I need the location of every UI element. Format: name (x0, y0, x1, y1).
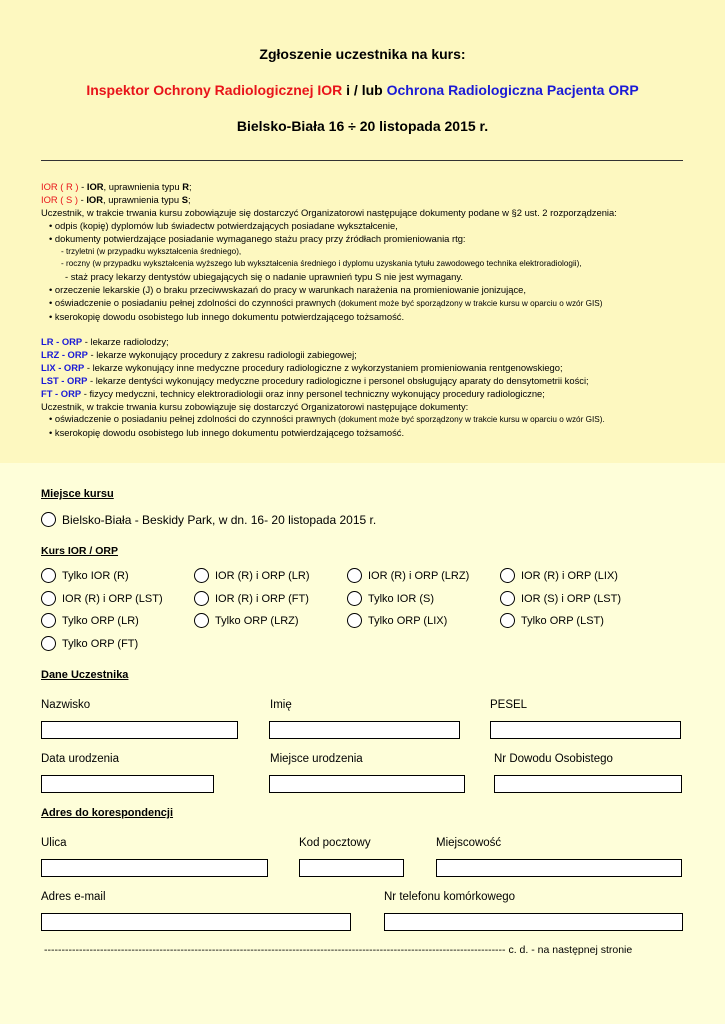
postcode-label: Kod pocztowy (299, 837, 371, 849)
ior-doc-2a: - trzyletni (w przypadku wykształcenia średniego), (61, 246, 242, 256)
course-ior-name: Inspektor Ochrony Radiologicznej IOR (86, 82, 343, 98)
pesel-field[interactable] (490, 721, 681, 739)
header-divider (41, 160, 683, 161)
radio-icon[interactable] (41, 613, 56, 628)
radio-icon[interactable] (41, 568, 56, 583)
ior-doc-5: • kserokopię dowodu osobistego lub innego dokumentu potwierdzającego tożsamość. (49, 311, 405, 323)
course-option[interactable]: IOR (R) i ORP (LST) (41, 591, 163, 606)
orp-line-lix: LIX - ORP - lekarze wykonujący inne medyczne procedury radiologiczne z wykorzystaniem promieniowania rentgenowskiego; (41, 361, 563, 373)
page-title: Zgłoszenie uczestnika na kurs: (259, 46, 466, 62)
course-option[interactable]: Tylko ORP (FT) (41, 636, 138, 651)
course-option[interactable]: Tylko ORP (LST) (500, 613, 604, 628)
radio-icon[interactable] (41, 636, 56, 651)
orp-line-lst: LST - ORP - lekarze dentyści wykonujący medyczne procedury radiologiczne i personel obsługujący aparaty do densytometrii kości; (41, 374, 589, 386)
orp-line-ft: FT - ORP - fizycy medyczni, technicy elektroradiologii oraz inny personel techniczny wykonujący procedury radiologiczne; (41, 387, 545, 399)
radio-icon[interactable] (194, 591, 209, 606)
place-date-heading: Bielsko-Biała 16 ÷ 20 listopada 2015 r. (236, 118, 489, 134)
course-option[interactable]: Tylko IOR (R) (41, 568, 129, 583)
address-heading: Adres do korespondencji (41, 807, 174, 819)
email-field[interactable] (41, 913, 351, 931)
birthdate-field[interactable] (41, 775, 214, 793)
course-option[interactable]: IOR (R) i ORP (FT) (194, 591, 309, 606)
idnumber-label: Nr Dowodu Osobistego (494, 753, 613, 765)
firstname-label: Imię (270, 699, 292, 711)
radio-icon[interactable] (194, 568, 209, 583)
radio-icon[interactable] (500, 613, 515, 628)
phone-field[interactable] (384, 913, 683, 931)
pesel-label: PESEL (490, 699, 528, 711)
surname-field[interactable] (41, 721, 238, 739)
course-orp-name: Ochrona Radiologiczna Pacjenta ORP (386, 82, 639, 98)
street-field[interactable] (41, 859, 268, 877)
radio-icon[interactable] (500, 591, 515, 606)
ior-doc-4: • oświadczenie o posiadaniu pełnej zdolności do czynności prawnych (dokument może być sporządzony w trakcie kursu w oparciu o wzór GIS) (49, 297, 603, 309)
continued-note: ------------------------------------------------------------------------------------------------------------------------------------ c. d. - na następnej stronie (44, 944, 633, 956)
city-field[interactable] (436, 859, 682, 877)
ior-doc-2b: - roczny (w przypadku wykształcenia wyższego lub wykształcenia średniego i dyplomu uzyskania tytułu zawodowego technika elektroradiologii), (61, 259, 582, 269)
idnumber-field[interactable] (494, 775, 682, 793)
course-option[interactable]: IOR (R) i ORP (LRZ) (347, 568, 469, 583)
ior-r-line: IOR ( R ) - IOR, uprawnienia typu R; (41, 181, 192, 192)
course-option[interactable]: IOR (R) i ORP (LR) (194, 568, 310, 583)
phone-label: Nr telefonu komórkowego (384, 891, 516, 903)
course-option[interactable]: Tylko ORP (LIX) (347, 613, 447, 628)
course-option[interactable]: Tylko IOR (S) (347, 591, 434, 606)
radio-icon[interactable] (41, 591, 56, 606)
place-option[interactable]: Bielsko-Biała - Beskidy Park, w dn. 16- 20 listopada 2015 r. (41, 512, 376, 527)
radio-icon[interactable] (41, 512, 56, 527)
radio-icon[interactable] (194, 613, 209, 628)
postcode-field[interactable] (299, 859, 404, 877)
course-names (0, 82, 725, 98)
course-separator: i / lub (346, 82, 383, 98)
orp-doc-2: • kserokopię dowodu osobistego lub innego dokumentu potwierdzającego tożsamość. (49, 427, 405, 439)
info-text (41, 181, 617, 440)
orp-line-lr: LR - ORP - lekarze radiolodzy; (41, 335, 169, 347)
ior-doc-3: • orzeczenie lekarskie (J) o braku przeciwwskazań do pracy w warunkach narażenia na promieniowanie jonizujące, (49, 284, 526, 296)
ior-s-line: IOR ( S ) - IOR, uprawnienia typu S; (41, 193, 191, 205)
radio-icon[interactable] (347, 591, 362, 606)
ior-docs-intro: Uczestnik, w trakcie trwania kursu zobowiązuje się dostarczyć Organizatorowi następujące dokumenty podane w §2 ust. 2 rozporządzenia: (41, 206, 617, 218)
participant-heading: Dane Uczestnika (41, 669, 129, 681)
birthplace-field[interactable] (269, 775, 465, 793)
firstname-field[interactable] (269, 721, 460, 739)
orp-docs-intro: Uczestnik, w trakcie trwania kursu zobowiązuje się dostarczyć Organizatorowi następujące dokumenty: (41, 400, 469, 412)
radio-icon[interactable] (347, 568, 362, 583)
street-label: Ulica (41, 837, 67, 849)
radio-icon[interactable] (347, 613, 362, 628)
ior-doc-2c: - staż pracy lekarzy dentystów ubiegających się o nadanie uprawnień typu S nie jest wymagany. (65, 271, 463, 283)
orp-line-lrz: LRZ - ORP - lekarze wykonujący procedury z zakresu radiologii zabiegowej; (41, 348, 357, 360)
email-label: Adres e-mail (41, 891, 106, 903)
ior-doc-1: • odpis (kopię) dyplomów lub świadectw potwierdzających posiadane wykształcenie, (49, 219, 398, 231)
birthplace-label: Miejsce urodzenia (270, 753, 363, 765)
orp-doc-1: • oświadczenie o posiadaniu pełnej zdolności do czynności prawnych (dokument może być sporządzony w trakcie kursu w oparciu o wzór GIS). (49, 413, 605, 425)
surname-label: Nazwisko (41, 699, 91, 711)
course-option[interactable]: Tylko ORP (LRZ) (194, 613, 299, 628)
place-heading: Miejsce kursu (41, 488, 114, 500)
city-label: Miejscowość (436, 837, 502, 849)
course-option[interactable]: IOR (R) i ORP (LIX) (500, 568, 618, 583)
radio-icon[interactable] (500, 568, 515, 583)
course-option[interactable]: IOR (S) i ORP (LST) (500, 591, 621, 606)
birthdate-label: Data urodzenia (41, 753, 119, 765)
course-heading: Kurs IOR / ORP (41, 545, 119, 557)
course-option[interactable]: Tylko ORP (LR) (41, 613, 139, 628)
ior-doc-2: • dokumenty potwierdzające posiadanie wymaganego stażu pracy przy źródłach promieniowania rtg: (49, 232, 466, 244)
